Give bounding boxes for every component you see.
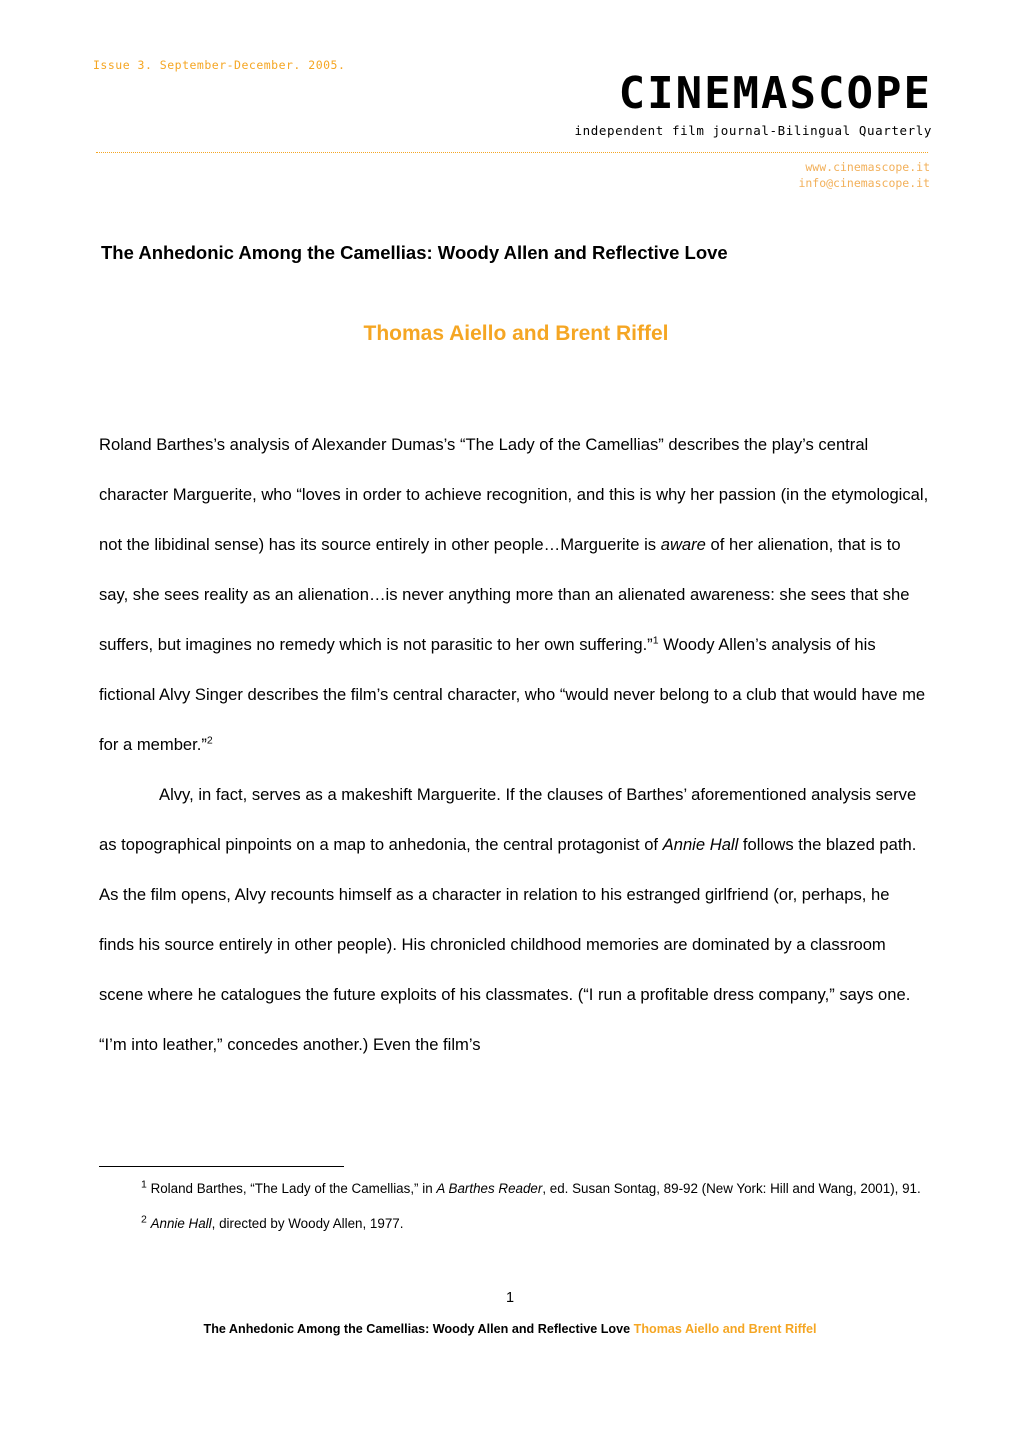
masthead-subtitle: independent film journal-Bilingual Quarterly (574, 123, 932, 138)
paragraph-1 (99, 420, 929, 770)
footnote-2-italic: Annie Hall (150, 1215, 212, 1231)
footer-title: The Anhedonic Among the Camellias: Woody Allen and Reflective Love (203, 1322, 634, 1336)
footnote-1-text-b: , ed. Susan Sontag, 89-92 (New York: Hill and Wang, 2001), 91. (542, 1181, 921, 1196)
footnote-2-text-b: , directed by Woody Allen, 1977. (211, 1215, 404, 1231)
article-body (99, 420, 929, 1070)
paragraph-1-italic-a: aware (660, 535, 706, 554)
footer-authors: Thomas Aiello and Brent Riffel (633, 1322, 817, 1336)
paragraph-2-text-a: Alvy, in fact, serves as a makeshift Marguerite. If the clauses of Barthes’ aforementioned analysis serve as topographical pinpoints on a map to anhedonia, the central protagonist of (99, 785, 917, 854)
page-footer (0, 1322, 1020, 1336)
footnote-ref-1[interactable]: 1 (652, 634, 659, 647)
footnote-item (83, 1179, 928, 1200)
footnote-marker-2: 2 (141, 1213, 147, 1226)
website-url: www.cinemascope.it (805, 160, 930, 174)
footnote-ref-2[interactable]: 2 (206, 734, 213, 747)
article-authors: Thomas Aiello and Brent Riffel (363, 322, 669, 345)
contact-block (798, 160, 930, 191)
paragraph-1-text-b: of her alienation, that is to say, she sees reality as an alienation…is never anything more than an alienated awareness: she sees that she suffers, but imagines no remedy which is not parasitic to her own suffering.” (99, 535, 910, 654)
article-title-sub: Woody Allen and Reflective Love (432, 242, 728, 263)
footnote-list (83, 1179, 928, 1249)
article-title-main: The Anhedonic Among the Camellias: (101, 242, 433, 263)
page-number: 1 (505, 1290, 515, 1306)
footnote-marker-1: 1 (141, 1178, 147, 1191)
header-divider (96, 152, 928, 153)
email-address: info@cinemascope.it (798, 175, 930, 190)
paragraph-2 (99, 770, 929, 1070)
page-title (101, 241, 931, 265)
paragraph-2-text-b: follows the blazed path. As the film opens, Alvy recounts himself as a character in relation to his estranged girlfriend (or, perhaps, he finds his source entirely in other people). His chronicled childhood memories are dominated by a classroom scene where he catalogues the future exploits of his classmates. (“I run a profitable dress company,” says one. “I’m into leather,” concedes another.) Even the film’s (99, 835, 917, 1054)
footnote-item (83, 1214, 928, 1235)
issue-line: Issue 3. September-December. 2005. (93, 58, 346, 72)
footnote-separator (99, 1166, 344, 1167)
paragraph-1-text-c: Woody Allen’s analysis of his fictional Alvy Singer describes the film’s central character, who “would never belong to a club that would have me for a member.” (99, 635, 926, 754)
paragraph-1-text-a: Roland Barthes’s analysis of Alexander Dumas’s “The Lady of the Camellias” describes the play’s central character Marguerite, who “loves in order to achieve recognition, and this is why her passion (in the etymological, not the libidinal sense) has its source entirely in other people…Marguerite is (99, 435, 929, 554)
footnote-1-text-a: Roland Barthes, “The Lady of the Camellias,” in (146, 1181, 437, 1196)
masthead (574, 68, 932, 138)
page-header (0, 0, 1020, 200)
footnote-1-italic: A Barthes Reader (436, 1181, 543, 1196)
masthead-title: CINEMASCOPE (618, 68, 932, 119)
paragraph-2-italic-a: Annie Hall (662, 835, 739, 854)
